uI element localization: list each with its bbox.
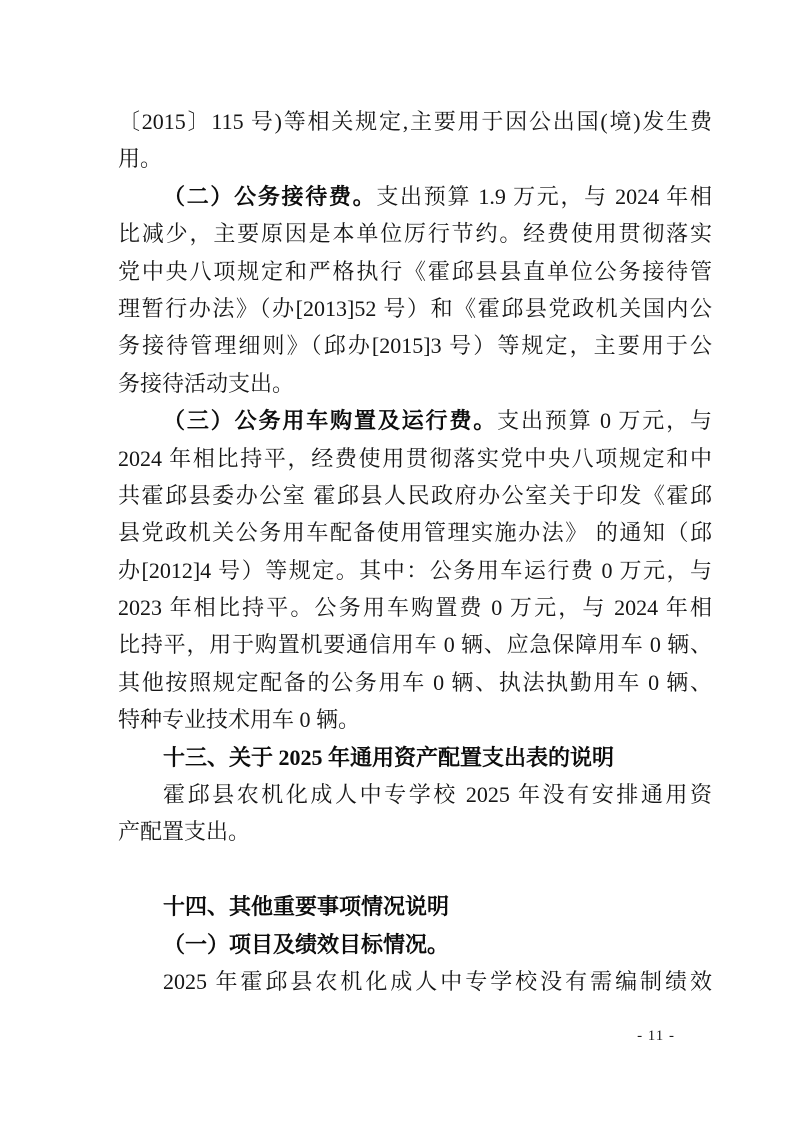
text-line (118, 103, 712, 140)
text-line (118, 589, 712, 626)
text-segment: 霍邱县农机化成人中专学校 2025 年没有安排通用资 (163, 782, 712, 808)
text-line (118, 664, 712, 701)
text-line (118, 739, 712, 776)
text-segment: 务接待活动支出。 (118, 370, 295, 396)
text-segment: 理暂行办法》（办[2013]52 号）和《霍邱县党政机关国内公 (118, 295, 712, 321)
text-segment: 办[2012]4 号）等规定。其中：公务用车运行费 0 万元，与 (118, 557, 712, 583)
text-line (118, 477, 712, 514)
text-line (118, 440, 712, 477)
text-line (118, 253, 712, 290)
text-segment: 〔2015〕115 号)等相关规定,主要用于因公出国(境)发生费 (118, 109, 712, 134)
text-segment: 共霍邱县委办公室 霍邱县人民政府办公室关于印发《霍邱 (118, 482, 712, 508)
text-line (118, 776, 712, 813)
text-segment: 2023 年相比持平。公务用车购置费 0 万元，与 2024 年相 (118, 595, 712, 621)
text-line (118, 813, 712, 850)
text-segment: 比持平，用于购置机要通信用车 0 辆、应急保障用车 0 辆、 (118, 632, 712, 658)
text-line (118, 290, 712, 327)
text-segment: 县党政机关公务用车配备使用管理实施办法》 的通知（邱 (118, 520, 712, 546)
text-line (118, 626, 712, 663)
spacer-line (118, 851, 712, 888)
text-segment: 其他按照规定配备的公务用车 0 辆、执法执勤用车 0 辆、 (118, 669, 712, 695)
text-line (118, 888, 712, 925)
text-line (118, 926, 712, 963)
bold-text-segment: （三）公务用车购置及运行费。 (163, 408, 498, 434)
text-line (118, 514, 712, 551)
text-segment: 产配置支出。 (118, 819, 251, 845)
bold-text-segment: 十四、其他重要事项情况说明 (163, 894, 450, 920)
text-line (118, 178, 712, 215)
page-number: - 11 - (637, 1028, 675, 1044)
bold-text-segment: （二）公务接待费。 (163, 183, 377, 209)
text-line (118, 327, 712, 364)
text-line (118, 140, 712, 177)
text-line (118, 963, 712, 1000)
document-body (118, 103, 712, 1000)
text-segment: 务接待管理细则》（邱办[2015]3 号）等规定，主要用于公 (118, 333, 712, 359)
bold-text-segment: 十三、关于 2025 年通用资产配置支出表的说明 (163, 744, 615, 770)
text-segment: 2024 年相比持平，经费使用贯彻落实党中央八项规定和中 (118, 445, 712, 471)
text-line (118, 215, 712, 252)
text-line (118, 701, 712, 738)
text-segment: 用。 (118, 146, 163, 172)
text-segment: 特种专业技术用车 0 辆。 (118, 707, 361, 733)
text-segment: 支出预算 1.9 万元，与 2024 年相 (376, 183, 712, 209)
text-line (118, 402, 712, 439)
text-line (118, 552, 712, 589)
text-segment: 比减少，主要原因是本单位厉行节约。经费使用贯彻落实 (118, 221, 712, 247)
bold-text-segment: （一）项目及绩效目标情况。 (163, 931, 450, 957)
text-line (118, 365, 712, 402)
text-segment: 党中央八项规定和严格执行《霍邱县县直单位公务接待管 (118, 258, 712, 284)
text-segment: 2025 年霍邱县农机化成人中专学校没有需编制绩效 (163, 968, 712, 994)
text-segment: 支出预算 0 万元，与 (497, 408, 712, 434)
